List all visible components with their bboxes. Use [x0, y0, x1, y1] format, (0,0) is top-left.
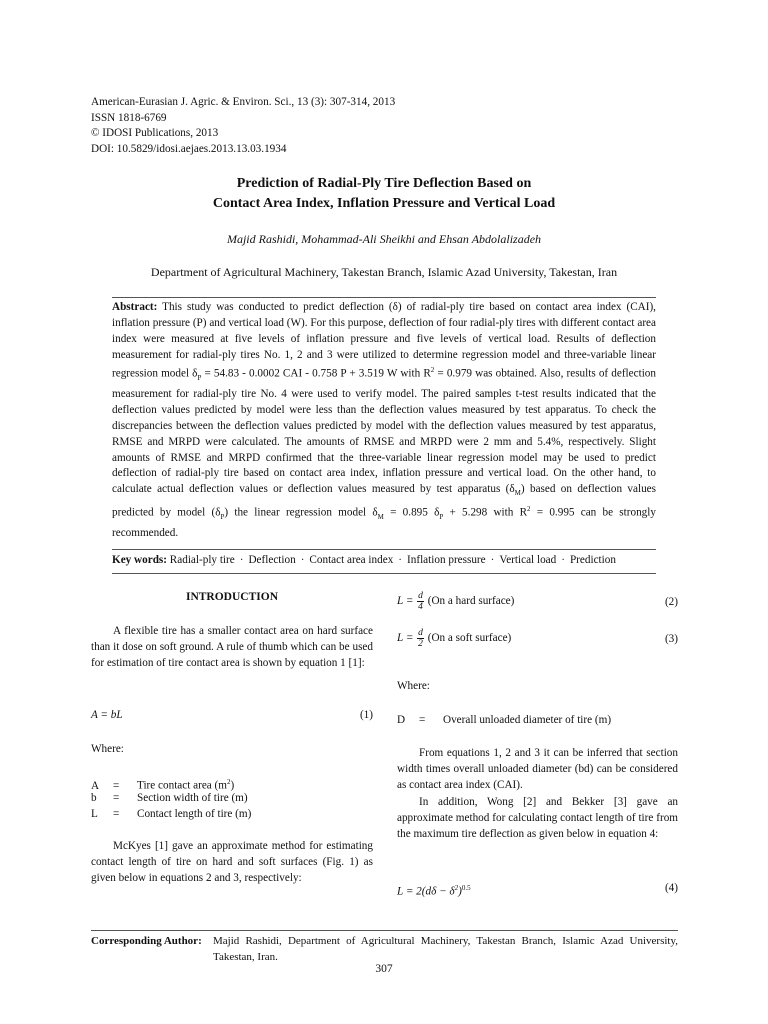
- corresponding-author-text: Majid Rashidi, Department of Agricultural Machinery, Takestan Branch, Islamic Azad University, Takestan, Iran.: [213, 935, 678, 963]
- keyword-separator: ·: [239, 554, 244, 566]
- equation-2: [397, 591, 678, 612]
- journal-doi: DOI: 10.5829/idosi.aejaes.2013.13.03.1934: [91, 142, 287, 155]
- paper-affiliation: Department of Agricultural Machinery, Takestan Branch, Islamic Azad University, Takestan, Iran: [150, 265, 618, 279]
- equation-4-exponent: 0.5: [461, 884, 471, 892]
- keyword-separator: ·: [300, 554, 305, 566]
- definition-tail: ): [230, 779, 235, 792]
- equation-2-note: (On a hard surface): [427, 595, 515, 608]
- equation-4-sup: 2: [454, 884, 459, 892]
- equation-2-fraction: [417, 591, 424, 612]
- journal-citation: American-Eurasian J. Agric. & Environ. Sci., 13 (3): 307-314, 2013: [91, 96, 396, 108]
- equation-1-number: (1): [359, 709, 373, 721]
- fraction-denominator: 4: [418, 602, 423, 612]
- where-label-left: Where:: [91, 743, 124, 755]
- paper-title-line-2: Contact Area Index, Inflation Pressure and Vertical Load: [212, 196, 556, 211]
- abstract-sup-2: 2: [527, 505, 531, 514]
- where-label-right: Where:: [397, 680, 430, 692]
- equation-3-note: (On a soft surface): [427, 632, 512, 645]
- fraction-numerator: d: [418, 591, 423, 601]
- abstract-sub-3: P: [220, 513, 225, 522]
- keyword-item: Radial-ply tire: [169, 554, 235, 566]
- section-heading-introduction: INTRODUCTION: [185, 591, 278, 603]
- definition-equals: =: [113, 808, 120, 820]
- definition-text: Contact length of tire (m): [137, 808, 252, 820]
- right-paragraph-2-text: In addition, Wong [2] and Bekker [3] gave an approximate method for calculating contact length of tire from the maximum tire deflection as given below in equation 4:: [397, 796, 678, 840]
- right-paragraph-2: [397, 795, 678, 842]
- abstract-sub-1: P: [197, 374, 202, 383]
- keyword-item: Prediction: [569, 554, 616, 566]
- definition-row: [91, 791, 248, 807]
- definition-equals: =: [419, 714, 426, 726]
- definition-text: Overall unloaded diameter of tire (m): [443, 714, 612, 726]
- equation-3-fraction: [417, 628, 424, 649]
- paper-authors: Majid Rashidi, Mohammad-Ali Sheikhi and Ehsan Abdolalizadeh: [226, 232, 542, 246]
- abstract-label: Abstract:: [112, 301, 158, 313]
- abstract-sub-4: M: [377, 513, 384, 522]
- equation-4-number: (4): [664, 882, 678, 894]
- equation-3: [397, 628, 678, 649]
- fraction-denominator: 2: [418, 639, 423, 649]
- equation-4: [397, 881, 678, 901]
- abstract-text-2: = 54.83 - 0.0002 CAI - 0.758 P + 3.519 W with R: [201, 368, 431, 381]
- intro-paragraph-1: [91, 624, 373, 671]
- definition-symbol: L: [91, 808, 98, 820]
- intro-paragraph-1-text: A flexible tire has a smaller contact area on hard surface than it dose on soft ground. A rule of thumb which can be used for estimation of tire contact area is shown by equation 1 [1]:: [91, 625, 373, 669]
- equation-3-number: (3): [664, 633, 678, 645]
- equation-2-number: (2): [664, 596, 678, 608]
- definition-symbol: A: [91, 779, 100, 792]
- intro-paragraph-2: [91, 839, 373, 886]
- keyword-item: Deflection: [248, 554, 296, 566]
- right-column: [397, 0, 678, 1024]
- keyword-separator: ·: [398, 554, 403, 566]
- keyword-item: Contact area index: [309, 554, 394, 566]
- abstract-text-4: ) based on deflection values predicted by model (δ: [112, 483, 656, 520]
- definition-row: [91, 807, 251, 823]
- left-column: [91, 0, 373, 1024]
- abstract-text-6: = 0.895 δ: [383, 507, 440, 520]
- definition-equals: =: [113, 779, 120, 792]
- abstract-sub-5: P: [439, 513, 444, 522]
- right-paragraph-1-text: From equations 1, 2 and 3 it can be inferred that section width times overall unloaded diameter (bd) can be considered as contact area index (CAI).: [397, 747, 678, 791]
- definition-equals: =: [113, 792, 120, 804]
- intro-paragraph-2-text: McKyes [1] gave an approximate method for estimating contact length of tire on hard and soft surfaces (Fig. 1) as given below in equations 2 and 3, respectively:: [91, 840, 373, 884]
- journal-issn: ISSN 1818-6769: [91, 111, 167, 124]
- paper-title-line-1: Prediction of Radial-Ply Tire Deflection Based on: [236, 176, 532, 191]
- equation-3-lhs: L =: [397, 632, 414, 645]
- definition-symbol: D: [397, 714, 406, 726]
- definition-row: [397, 713, 611, 729]
- keyword-separator: ·: [490, 554, 495, 566]
- definition-symbol: b: [91, 792, 97, 804]
- equation-1: [91, 708, 373, 724]
- page-number: 307: [375, 963, 393, 975]
- abstract-text-5: ) the linear regression model δ: [224, 507, 378, 520]
- equation-4-close: ): [458, 885, 462, 898]
- keyword-item: Inflation pressure: [407, 554, 486, 566]
- equation-2-lhs: L =: [397, 595, 414, 608]
- footer-rule: [91, 930, 678, 931]
- abstract-text-3: = 0.979 was obtained. Also, results of deflection measurement for radial-ply tire No. 4 were used to verify model. The paired samples t-test results indicated that the deflection values predicted by model were less than the deflection values measured by test apparatus. To check the discrepancies between the deflection values predicted by model with the deflection values measured by test apparatus, RMSE and MRPD were calculated. The amounts of RMSE and MRPD were 2 mm and 5.4%, respectively. Slight amounts of RMSE and MRPD confirmed that the three-variable linear regression model may be used to predict deflection of radial-ply tire based on contact area index, inflation pressure and vertical load. On the other hand, to calculate actual deflection values or deflection values measured by test apparatus (δ: [112, 368, 656, 496]
- keywords-label: Key words:: [112, 554, 167, 566]
- abstract-text-7: + 5.298 with R: [443, 507, 528, 520]
- keyword-separator: ·: [561, 554, 565, 566]
- journal-copyright: © IDOSI Publications, 2013: [91, 127, 219, 139]
- abstract-text-1: This study was conducted to predict deflection (δ) of radial-ply tire based on contact area index (CAI), inflation pressure (P) and vertical load (W). For this purpose, deflection of four radial-ply tires with different contact area index were measured at five levels of inflation pressure and five levels of vertical load. Results of deflection measurement for radial-ply tires No. 1, 2 and 3 were utilized to determine regression model and three-variable linear regression model δ: [112, 301, 656, 381]
- fraction-numerator: d: [418, 628, 423, 638]
- definition-text: Tire contact area (m: [137, 779, 227, 792]
- right-paragraph-1: [397, 746, 678, 793]
- abstract-sup-1: 2: [430, 366, 435, 375]
- definition-sup: 2: [226, 778, 231, 786]
- keyword-item: Vertical load: [499, 554, 557, 566]
- corresponding-author-label: Corresponding Author:: [91, 935, 202, 947]
- equation-1-body: A = bL: [91, 709, 123, 721]
- abstract-text-8: = 0.995 can be strongly recommended.: [112, 507, 656, 540]
- equation-4-body: L = 2(dδ − δ: [397, 885, 455, 898]
- abstract-sub-2: M: [514, 489, 521, 498]
- definition-text: Section width of tire (m): [137, 792, 248, 804]
